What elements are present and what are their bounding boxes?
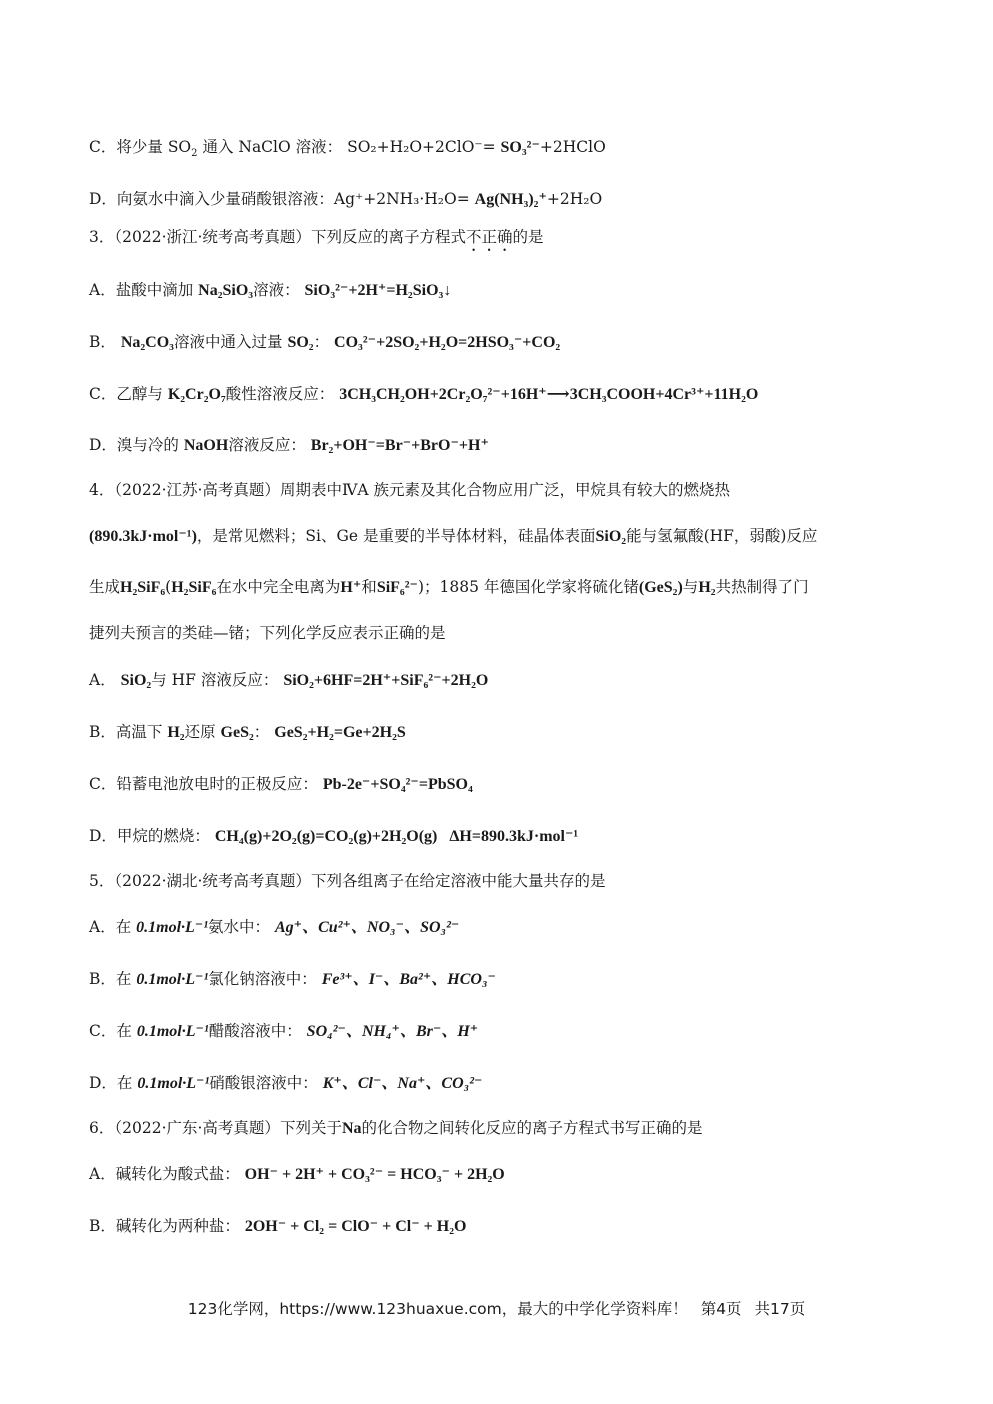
option-5b: B．在 0.1mol·L⁻¹氯化钠溶液中： Fe³⁺、I⁻、Ba²⁺、HCO₃⁻: [89, 970, 496, 988]
option-2d: D．向氨水中滴入少量硝酸银溶液：Ag⁺+2NH₃·H₂O= Ag(NH₃)₂⁺+2H₂O: [89, 190, 603, 208]
footer-total-pages: 共17页: [754, 1300, 806, 1318]
option-3c: C．乙醇与 K₂Cr₂O₇酸性溶液反应： 3CH₃CH₂OH+2Cr₂O₇²⁻+16H⁺⟶3CH₃COOH+4Cr³⁺+11H₂O: [89, 385, 759, 403]
question-6-stem: 6．（2022·广东·高考真题）下列关于Na的化合物之间转化反应的离子方程式书写正确的是: [89, 1119, 703, 1137]
option-5a: A．在 0.1mol·L⁻¹氨水中： Ag⁺、Cu²⁺、NO₃⁻、SO₃²⁻: [89, 918, 460, 936]
footer-page-number: 第4页: [700, 1300, 742, 1318]
page-footer: [0, 1297, 993, 1319]
option-2c: C．将少量 $SO_2$ 通入 NaClO 溶液： SO₂+H₂O+2ClO⁻= SO₃²⁻+2HClO: [89, 138, 606, 160]
question-4-stem-line3: 生成H₂SiF₆(H₂SiF₆在水中完全电离为H⁺和SiF₆²⁻)；1885 年德国化学家将硫化锗(GeS₂)与H₂共热制得了门: [89, 578, 809, 596]
footer-site-text: 123化学网，https://www.123huaxue.com，最大的中学化学资料库！: [187, 1300, 688, 1318]
option-3d: D．溴与冷的 NaOH溶液反应： Br₂+OH⁻=Br⁻+BrO⁻+H⁺: [89, 436, 489, 454]
option-3a: A．盐酸中滴加 Na₂SiO₃溶液： SiO₃²⁻+2H⁺=H₂SiO₃↓: [89, 281, 452, 299]
option-4a: A． SiO₂与 HF 溶液反应： SiO₂+6HF=2H⁺+SiF₆²⁻+2H₂O: [89, 671, 489, 689]
option-4d: D．甲烷的燃烧： CH₄(g)+2O₂(g)=CO₂(g)+2H₂O(g) ΔH=890.3kJ·mol⁻¹: [89, 827, 579, 845]
question-4-stem-line4: 捷列夫预言的类硅—锗；下列化学反应表示正确的是: [89, 624, 446, 642]
question-4-stem-line1: 4．（2022·江苏·高考真题）周期表中ⅣA 族元素及其化合物应用广泛，甲烷具有较大的燃烧热: [89, 481, 731, 499]
question-5-stem: 5．（2022·湖北·统考高考真题）下列各组离子在给定溶液中能大量共存的是: [89, 872, 606, 890]
option-6a: A．碱转化为酸式盐： OH⁻ + 2H⁺ + CO₃²⁻ = HCO₃⁻ + 2H₂O: [89, 1165, 505, 1183]
option-5d: D．在 0.1mol·L⁻¹硝酸银溶液中： K⁺、Cl⁻、Na⁺、CO₃²⁻: [89, 1074, 483, 1092]
option-4b: B．高温下 H₂还原 GeS₂： GeS₂+H₂=Ge+2H₂S: [89, 723, 406, 741]
option-5c: C．在 0.1mol·L⁻¹醋酸溶液中： SO₄²⁻、NH₄⁺、Br⁻、H⁺: [89, 1022, 479, 1040]
question-4-stem-line2: (890.3kJ·mol⁻¹)，是常见燃料；Si、Ge 是重要的半导体材料，硅晶体表面SiO₂能与氢氟酸(HF，弱酸)反应: [89, 527, 818, 545]
option-3b: B． Na₂CO₃溶液中通入过量 SO₂： CO₃²⁻+2SO₂+H₂O=2HSO₃⁻+CO₂: [89, 333, 561, 351]
option-6b: B．碱转化为两种盐： 2OH⁻ + Cl₂ = ClO⁻ + Cl⁻ + H₂O: [89, 1217, 467, 1235]
question-3-stem: 3．（2022·浙江·统考高考真题）下列反应的离子方程式不正确的是: [89, 228, 544, 246]
option-4c: C．铅蓄电池放电时的正极反应： Pb-2e⁻+SO₄²⁻=PbSO₄: [89, 775, 473, 793]
